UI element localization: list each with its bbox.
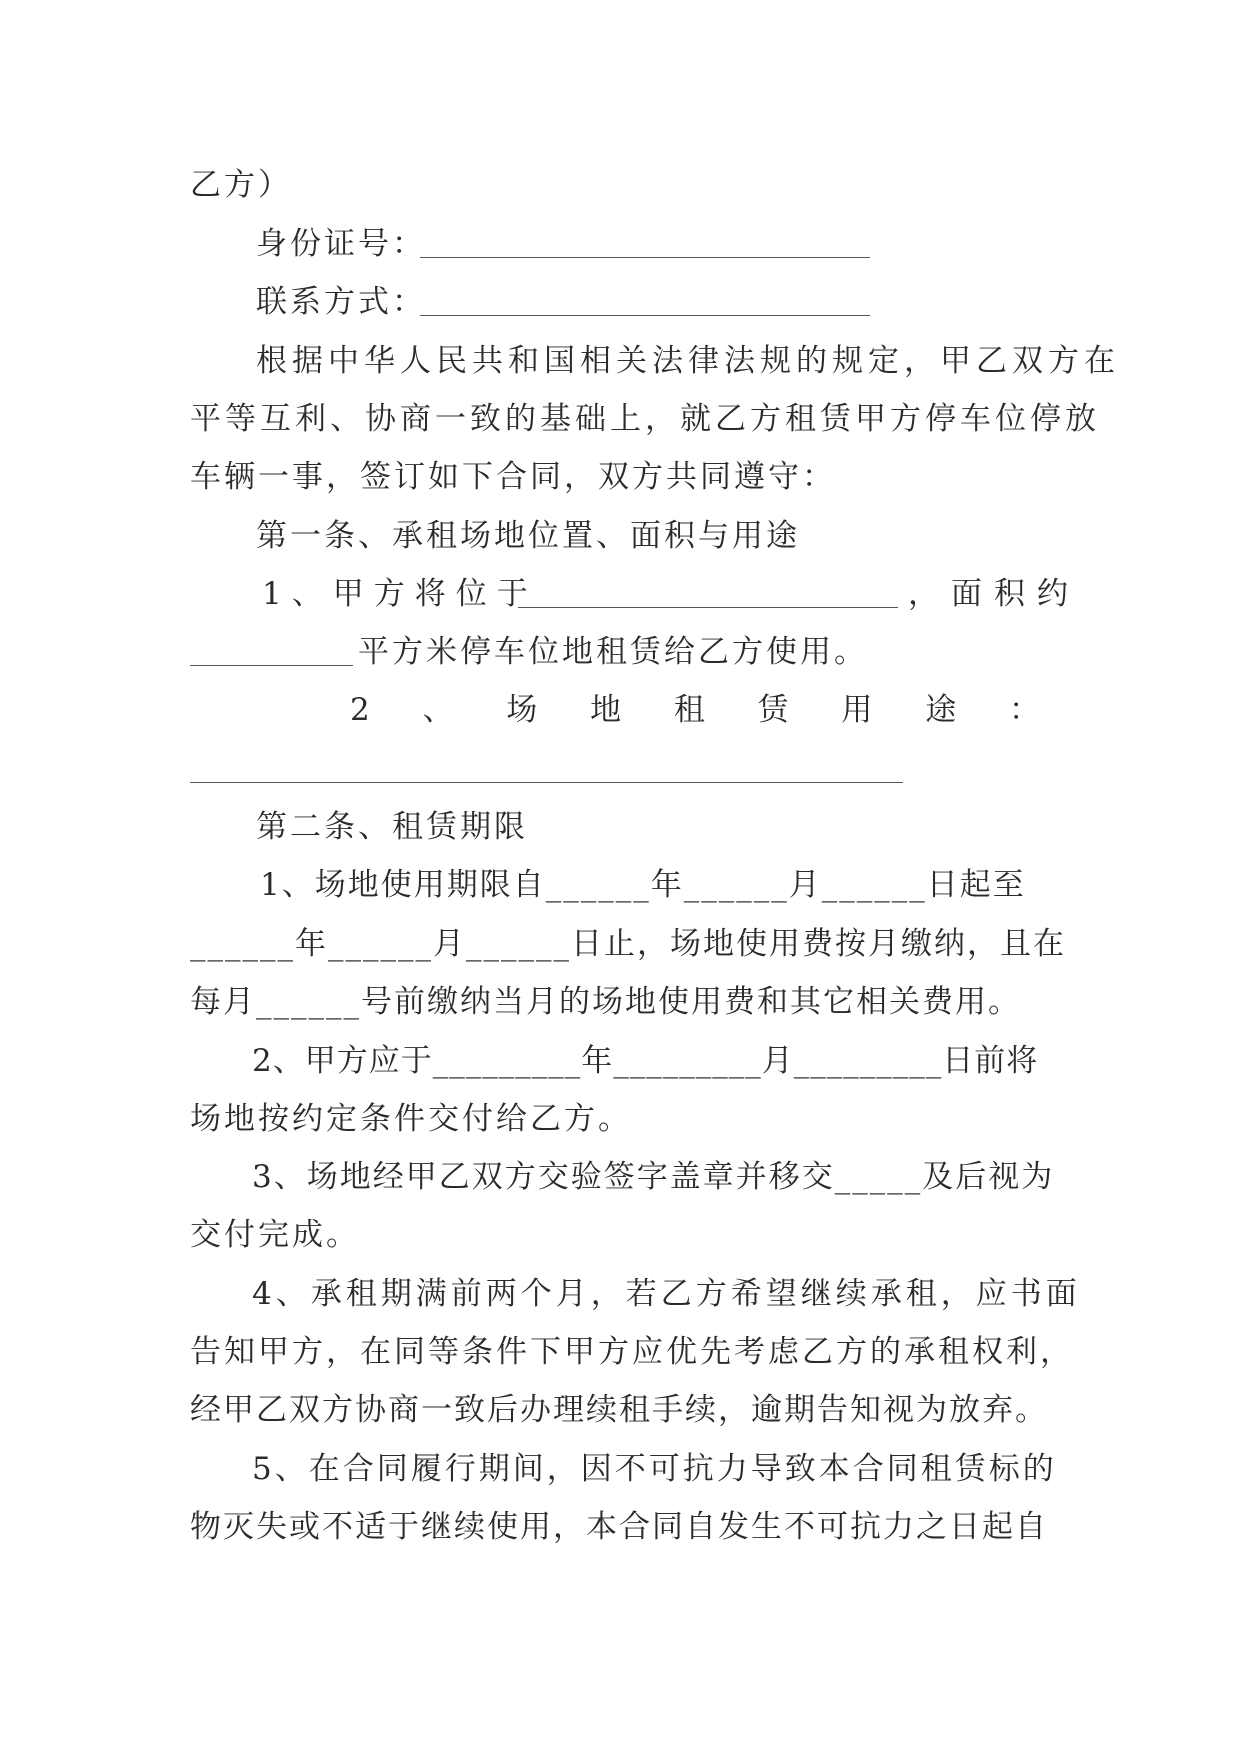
text-line: 1、场地使用期限自______年______月______日起至 bbox=[260, 867, 1026, 903]
text-line: ______年______月______日止，场地使用费按月缴纳，且在 bbox=[190, 926, 1066, 962]
text-line: 告知甲方，在同等条件下甲方应优先考虑乙方的承租权利， bbox=[190, 1334, 1074, 1370]
location-blank bbox=[518, 607, 898, 608]
area-blank bbox=[190, 665, 353, 666]
text-line: 平等互利、协商一致的基础上，就乙方租赁甲方停车位停放 bbox=[190, 401, 1100, 437]
text-line: 交付完成。 bbox=[190, 1217, 360, 1253]
contact-label: 联系方式： bbox=[256, 284, 426, 320]
article-heading: 第一条、承租场地位置、面积与用途 bbox=[256, 518, 800, 554]
text-line: 4、承租期满前两个月，若乙方希望继续承租，应书面 bbox=[252, 1276, 1081, 1312]
text-line: ，面积约 bbox=[908, 576, 1080, 612]
id-number-blank bbox=[420, 257, 870, 258]
text-line: 每月______号前缴纳当月的场地使用费和其它相关费用。 bbox=[190, 984, 1021, 1020]
text-line: 3、场地经甲乙双方交验签字盖章并移交_____及后视为 bbox=[252, 1159, 1055, 1195]
usage-blank bbox=[190, 782, 903, 783]
text-line: 车辆一事，签订如下合同，双方共同遵守： bbox=[190, 459, 836, 495]
text-line: 物灭失或不适于继续使用，本合同自发生不可抗力之日起自 bbox=[190, 1509, 1048, 1545]
contact-blank bbox=[420, 315, 870, 316]
text-line: 平方米停车位地租赁给乙方使用。 bbox=[358, 634, 868, 670]
article-heading: 第二条、租赁期限 bbox=[256, 809, 528, 845]
text-line: 5、在合同履行期间，因不可抗力导致本合同租赁标的 bbox=[252, 1451, 1057, 1487]
text-line: 1、甲方将位于 bbox=[262, 576, 538, 612]
id-number-label: 身份证号： bbox=[256, 226, 426, 262]
text-line: 2、场地租赁用途： bbox=[350, 692, 1040, 728]
text-line: 场地按约定条件交付给乙方。 bbox=[190, 1101, 632, 1137]
text-line: 经甲乙双方协商一致后办理续租手续，逾期告知视为放弃。 bbox=[190, 1392, 1048, 1428]
text-line: 乙方） bbox=[190, 167, 292, 203]
text-line: 2、甲方应于_________年_________月_________日前将 bbox=[252, 1043, 1039, 1079]
text-line: 根据中华人民共和国相关法律法规的规定，甲乙双方在 bbox=[256, 343, 1120, 379]
